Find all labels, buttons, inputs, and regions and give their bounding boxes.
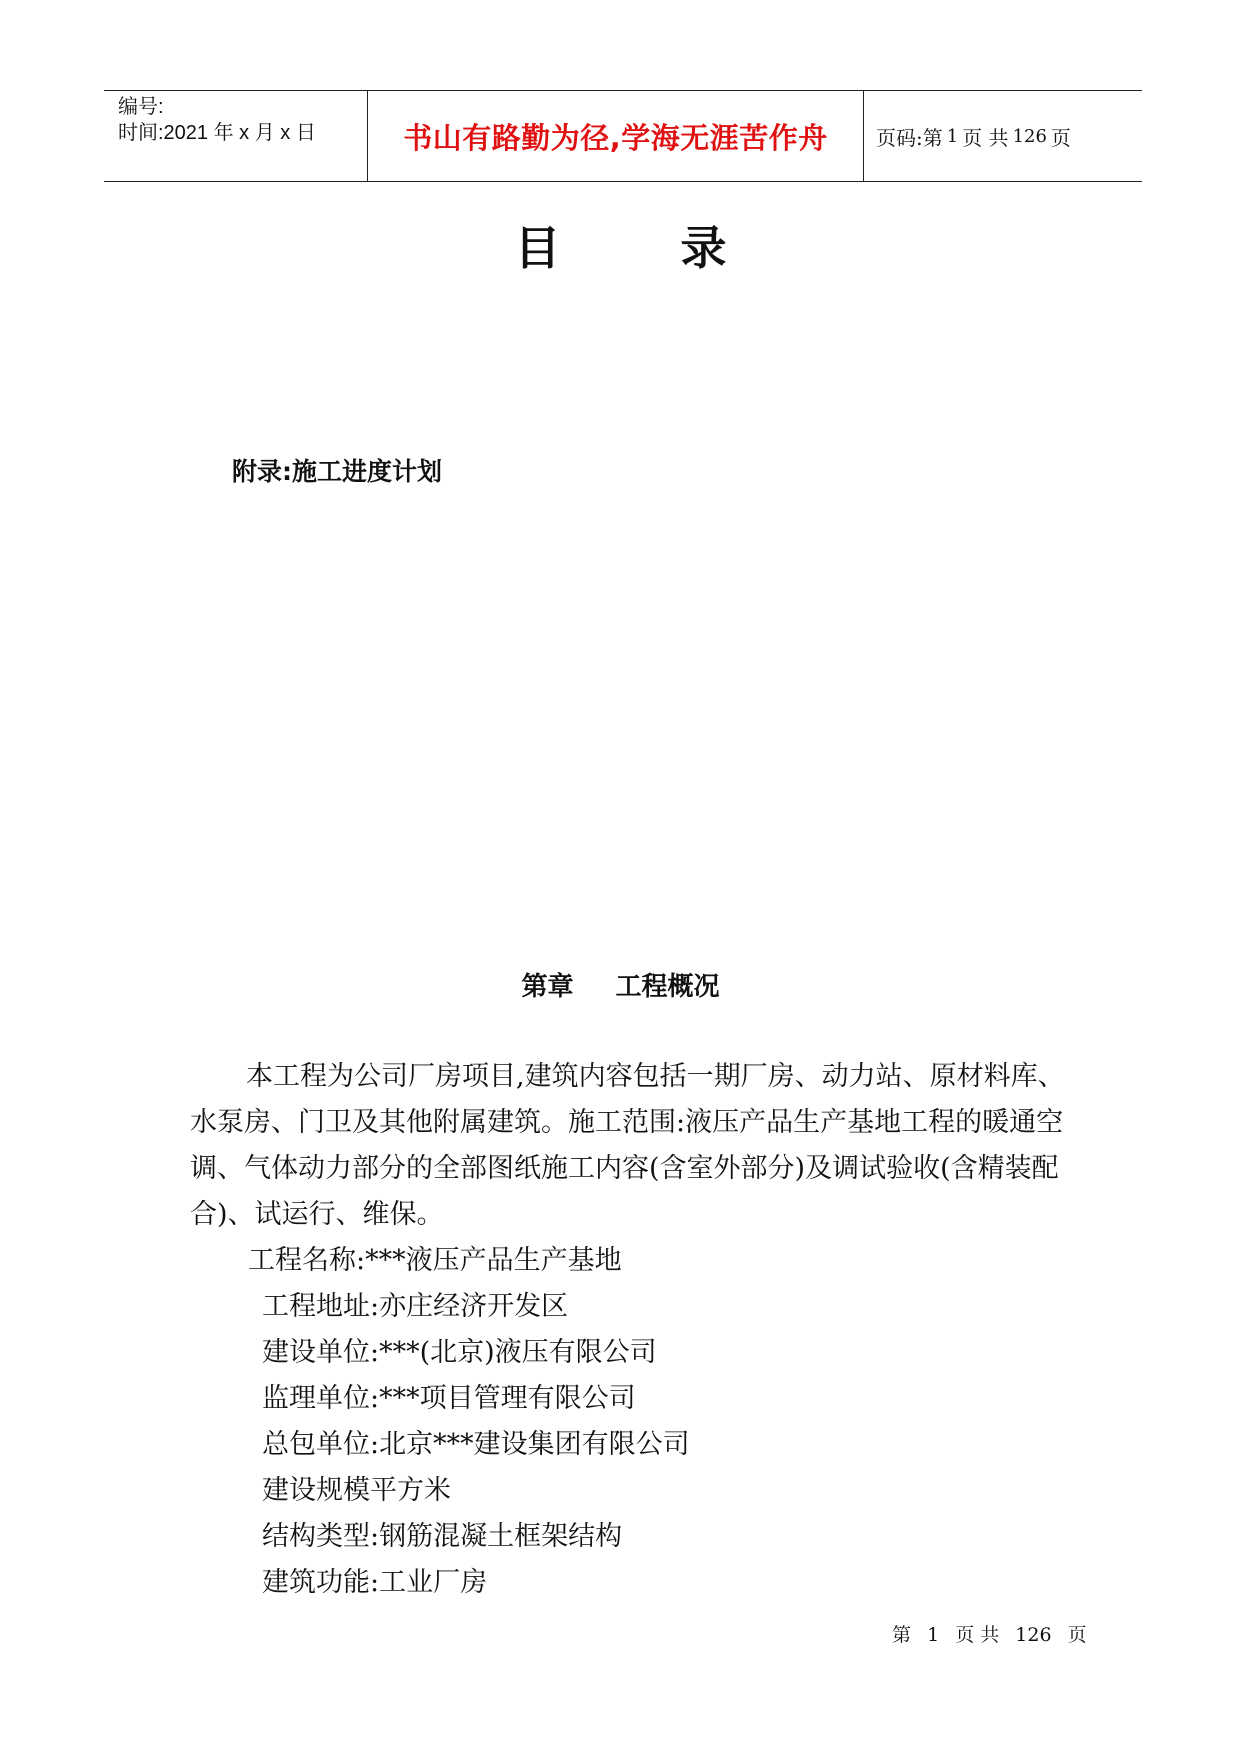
header-page-prefix: 页码:第 — [876, 125, 943, 150]
info-supervisor: 监理单位:***项目管理有限公司 — [262, 1383, 636, 1414]
header-page-suffix: 页 — [1050, 125, 1071, 150]
footer-page-current: 1 — [927, 1624, 940, 1646]
document-number-label: 编号: — [118, 96, 164, 118]
document-time-label: 时间:2021 年 x 月 x 日 — [118, 122, 316, 144]
toc-title — [0, 212, 1241, 278]
info-owner: 建设单位:***(北京)液压有限公司 — [262, 1337, 657, 1368]
footer-suffix: 页 — [1067, 1624, 1087, 1646]
header-motto-cell — [368, 91, 864, 181]
footer-prefix: 第 — [892, 1624, 912, 1646]
info-general-contractor: 总包单位:北京***建设集团有限公司 — [262, 1429, 690, 1460]
intro-paragraph: 本工程为公司厂房项目,建筑内容包括一期厂房、动力站、原材料库、水泵房、门卫及其他附属建筑。施工范围:液压产品生产基地工程的暖通空调、气体动力部分的全部图纸施工内容(含室外部分)及调试验收(含精装配合)、试运行、维保。 — [190, 1061, 1065, 1230]
info-project-name: 工程名称:***液压产品生产基地 — [248, 1245, 622, 1276]
page-header — [104, 90, 1142, 182]
header-page-total: 126 — [1012, 125, 1047, 147]
chapter-title: 工程概况 — [615, 972, 720, 1002]
info-building-scale: 建设规模平方米 — [262, 1475, 451, 1506]
header-page-indicator — [864, 91, 1142, 181]
toc-entry-appendix: 附录:施工进度计划 — [232, 457, 442, 486]
info-project-address: 工程地址:亦庄经济开发区 — [262, 1291, 569, 1322]
footer-page-total: 126 — [1015, 1624, 1052, 1646]
header-meta — [104, 91, 368, 181]
toc-title-char-2: 录 — [680, 221, 727, 275]
header-page-mid: 页 共 — [962, 125, 1009, 150]
header-motto: 书山有路勤为径,学海无涯苦作舟 — [403, 120, 828, 155]
toc-title-char-1: 目 — [514, 221, 561, 275]
header-page-current: 1 — [946, 125, 959, 147]
footer-mid: 页 共 — [955, 1624, 1000, 1646]
page-footer — [892, 1620, 1087, 1647]
chapter-label: 第章 — [521, 972, 574, 1002]
info-building-function: 建筑功能:工业厂房 — [262, 1567, 488, 1598]
chapter-heading — [0, 966, 1241, 1003]
info-structure-type: 结构类型:钢筋混凝土框架结构 — [262, 1521, 623, 1552]
